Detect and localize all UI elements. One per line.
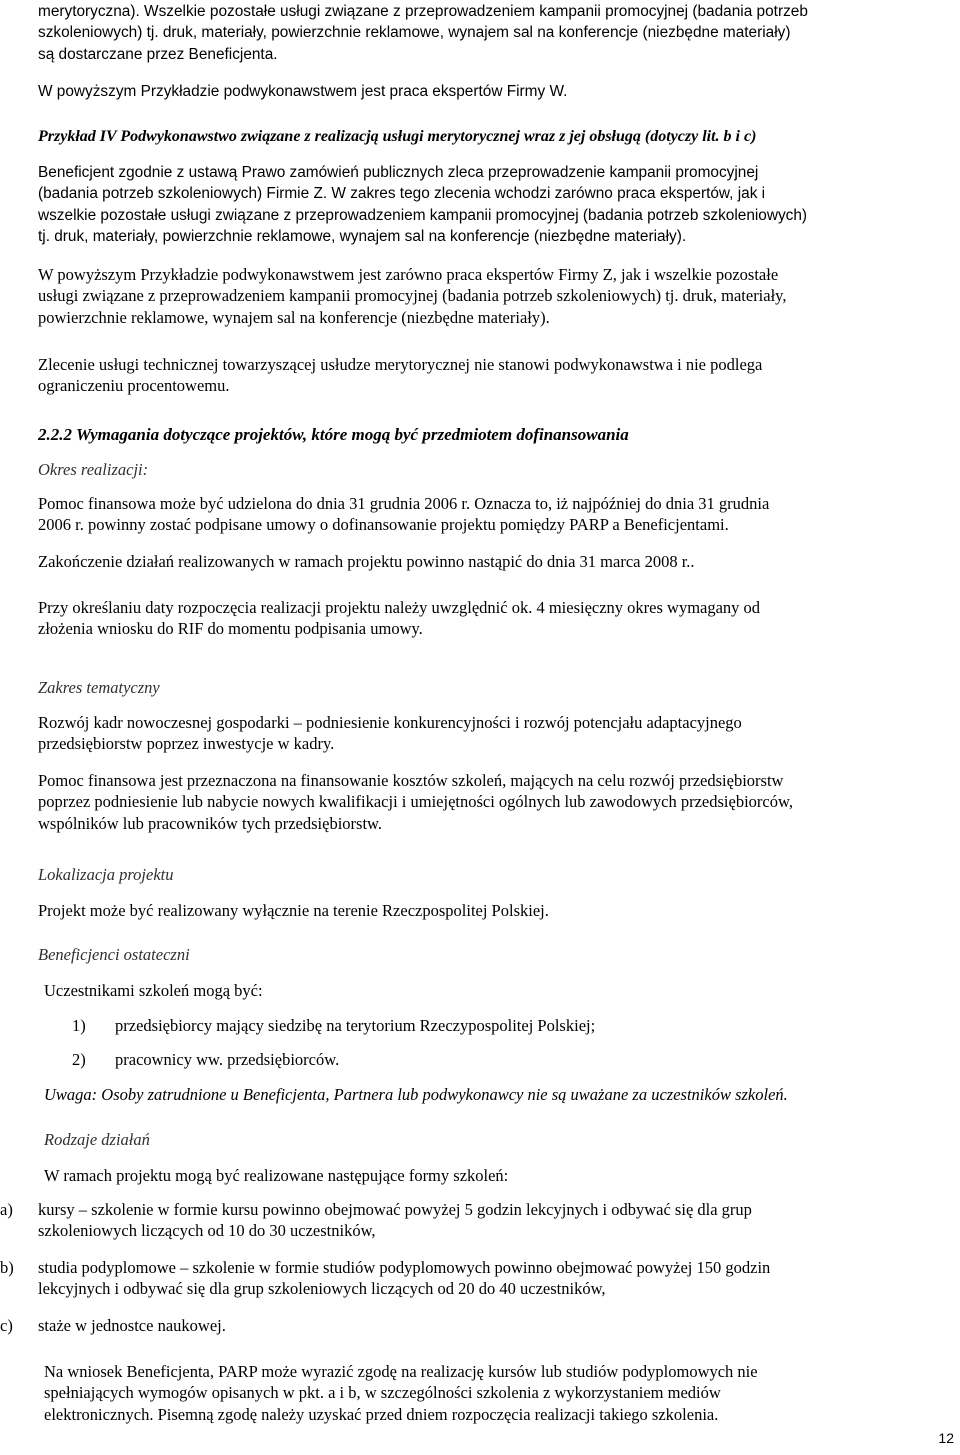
location-paragraph: Projekt może być realizowany wyłącznie na terenie Rzeczpospolitej Polskiej. <box>38 901 549 920</box>
completion-paragraph: Zakończenie działań realizowanych w ramach projektu powinno nastąpić do dnia 31 marca 2008 r.. <box>38 552 695 571</box>
technical-service-paragraph: Zlecenie usługi technicznej towarzyszącej usłudze merytorycznej nie stanowi podwykonawstwa i nie podlega ograniczeniu procentowemu. <box>38 355 763 396</box>
list-item: staże w jednostce naukowej. <box>38 1316 226 1335</box>
label-beneficiaries: Beneficjenci ostateczni <box>38 945 190 964</box>
example3-conclusion: W powyższym Przykładzie podwykonawstwem jest praca ekspertów Firmy W. <box>38 83 568 100</box>
start-date-paragraph: Przy określaniu daty rozpoczęcia realizacji projektu należy uwzględnić ok. 4 miesięczny okres wymagany od złożenia wniosku do RIF do momentu podpisania umowy. <box>38 598 761 639</box>
list-item-number: 1) <box>72 1016 86 1035</box>
intro-paragraph: merytoryczna). Wszelkie pozostałe usługi związane z przeprowadzeniem kampanii promocyjnej (badania potrzeb szkoleniowych) tj. druk, materiały, powierzchnie reklamowe, wynajem sal na konferencje (niezbędne materiały) są dostarczane przez Beneficjenta. <box>38 3 808 63</box>
page-number: 12 <box>938 1430 954 1446</box>
list-item-label: b) <box>0 1258 14 1277</box>
deadline-paragraph: Pomoc finansowa może być udzielona do dnia 31 grudnia 2006 r. Oznacza to, iż najpóźniej do dnia 31 grudnia 2006 r. powinny zostać podpisane umowy o dofinansowanie projektu pomiędzy PARP a Beneficjentami. <box>38 494 770 535</box>
actions-intro: W ramach projektu mogą być realizowane następujące formy szkoleń: <box>44 1166 509 1185</box>
list-item-label: c) <box>0 1316 13 1335</box>
scope-paragraph-2: Pomoc finansowa jest przeznaczona na finansowanie kosztów szkoleń, mających na celu rozwój przedsiębiorstw poprzez podniesienie lub nabycie nowych kwalifikacji i umiejętności ogólnych lub zawodowych przedsiębiorców, wspólników lub pracowników tych przedsiębiorstw. <box>38 771 793 833</box>
example4-body: Beneficjent zgodnie z ustawą Prawo zamówień publicznych zleca przeprowadzenie kampanii promocyjnej (badania potrzeb szkoleniowych) Firmie Z. W zakres tego zlecenia wchodzi zarówno praca ekspertów, jak i wszelkie pozostałe usługi związane z przeprowadzeniem kampanii promocyjnej (badania potrzeb szkoleniowych) tj. druk, materiały, powierzchnie reklamowe, wynajem sal na konferencje (niezbędne materiały). <box>38 164 808 246</box>
note <box>44 1084 960 1105</box>
participants-intro: Uczestnikami szkoleń mogą być: <box>44 981 263 1000</box>
label-actions: Rodzaje działań <box>44 1130 150 1149</box>
list-item: przedsiębiorcy mający siedzibę na terytorium Rzeczypospolitej Polskiej; <box>115 1016 596 1035</box>
section-heading-text: 2.2.2 Wymagania dotyczące projektów, które mogą być przedmiotem dofinansowania <box>38 425 629 444</box>
scope-paragraph-1: Rozwój kadr nowoczesnej gospodarki – podniesienie konkurencyjności i rozwój potencjału adaptacyjnego przedsiębiorstw poprzez inwestycje w kadry. <box>38 713 742 754</box>
list-item: pracownicy ww. przedsiębiorców. <box>115 1050 340 1069</box>
list-item: studia podyplomowe – szkolenie w formie studiów podyplomowych powinno obejmować powyżej 150 godzin lekcyjnych i odbywać się dla grup szkoleniowych liczących od 20 do 40 uczestników, <box>38 1258 771 1299</box>
list-item-label: a) <box>0 1200 13 1219</box>
example4-heading: Przykład IV Podwykonawstwo związane z realizacją usługi merytorycznej wraz z jej obsługą (dotyczy lit. b i c) <box>38 128 757 145</box>
label-location: Lokalizacja projektu <box>38 865 174 884</box>
list-item-number: 2) <box>72 1050 86 1069</box>
section-heading <box>38 424 958 445</box>
list-item: kursy – szkolenie w formie kursu powinno obejmować powyżej 5 godzin lekcyjnych i odbywać się dla grup szkoleniowych liczących od 10 do 30 uczestników, <box>38 1200 752 1241</box>
label-scope: Zakres tematyczny <box>38 678 160 697</box>
example4-conclusion: W powyższym Przykładzie podwykonawstwem jest zarówno praca ekspertów Firmy Z, jak i wszelkie pozostałe usługi związane z przeprowadzeniem kampanii promocyjnej (badania potrzeb szkoleniowych) tj. druk, materiały, powierzchnie reklamowe, wynajem sal na konferencje (niezbędne materiały). <box>38 265 787 327</box>
note-label: Uwaga: <box>44 1085 98 1104</box>
label-period: Okres realizacji: <box>38 460 149 479</box>
note-text: Osoby zatrudnione u Beneficjenta, Partnera lub podwykonawcy nie są uważane za uczestników szkoleń. <box>97 1085 788 1104</box>
request-paragraph: Na wniosek Beneficjenta, PARP może wyrazić zgodę na realizację kursów lub studiów podyplomowych nie spełniających wymogów opisanych w pkt. a i b, w szczególności szkolenia z wykorzystaniem mediów elektronicznych. Pisemną zgodę należy uzyskać przed dniem rozpoczęcia realizacji takiego szkolenia. <box>44 1362 758 1424</box>
